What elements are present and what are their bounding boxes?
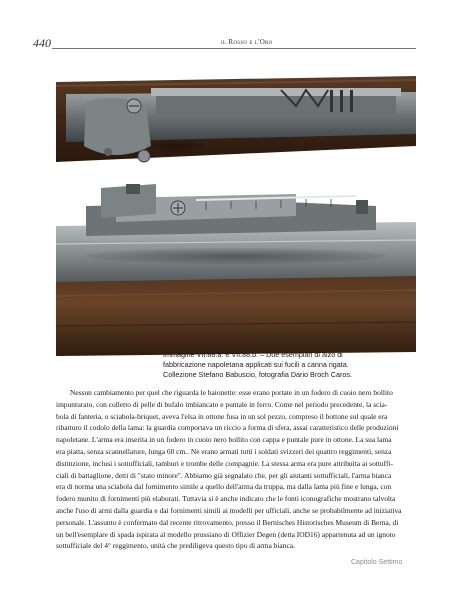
header-rule	[52, 48, 416, 49]
rifle-sights-photo	[56, 76, 416, 366]
caption-line: Immagine VII.88.a. e VII.88.b. – Due esemplari di alzo di	[163, 350, 343, 359]
caption-line: fabbricazione napoletana applicati sui fucili a canna rigata.	[163, 360, 349, 369]
text-line: ciali di battaglione, detti di "stato minore". Abbiamo già segnalato che, per gli aiutanti sottufficiali, l'arma bianca	[56, 470, 392, 480]
chapter-footer: Capitolo Settimo	[351, 559, 403, 566]
running-header	[24, 36, 416, 48]
running-title: il Rosso e l'Oro	[221, 38, 273, 46]
text-line: sottufficiale del 4° reggimento, unità che prediligeva questo tipo di arma bianca.	[56, 541, 295, 551]
text-line: fodero munito di fornimenti più elaborati. Tuttavia si è anche indicato che le fonti iconografiche mostrano talvolta	[56, 494, 396, 504]
rifle-sights-figure	[56, 76, 416, 366]
text-line: era piatta, senza scannellature, lunga 60 cm.. Ne erano armati tutti i soldati svizzeri dei quattro reggimenti, senza	[56, 446, 392, 456]
text-line: bola di fanteria, o sciabola-briquet, aveva l'elsa in ottone fusa in un sol pezzo, compreso il bottone sul quale era	[56, 411, 388, 421]
caption-line: Collezione Stefano Babuscio, fotografia Dario Broch Caros.	[163, 370, 352, 379]
text-line: era di norma una sciabola dal fornimento simile a quello dell'arma da truppa, ma dalla lama più fine e lunga, con	[56, 482, 392, 492]
page-number: 440	[33, 36, 51, 50]
text-line: un bell'esemplare di spada ispirata al modello prussiano di Offizier Degen (detta IOD16) appartenuta ad un ignoto	[56, 529, 396, 539]
text-line: impunturato, con colletto di pelle di bufalo imbiancato e puntale in ferro. Come nel periodo precedente, la scia-	[56, 399, 388, 409]
text-line: ribatturo il codolo della lama: la guardia comportava un riccio a forma di sfera, assai caratteristico delle produzioni	[56, 423, 399, 433]
text-line: anche l'uso di armi dalla guardia e dai fornimenti simili ai modelli per ufficiali, anche se probabilmente ad iniziativa	[56, 505, 402, 515]
text-line: napoletane. L'arma era inserita in un fodero in cuoio nero bollito con cappa e puntale pure in ottone. La sua lama	[56, 435, 392, 445]
body-paragraph	[56, 387, 416, 552]
figure-caption	[163, 350, 418, 380]
text-line: Nessun cambiamento per quel che riguarda le baionette: esse erano portate in un fodero di cuoio nero bollito	[70, 388, 393, 397]
text-line: distinzione, inclusi i sottufficiali, tamburi e trombe delle compagnie. La stessa arma era pure attribuita ai sottuffi-	[56, 458, 393, 468]
text-line: personale. L'assunto è confermato dal recente ritrovamento, presso il Bernisches Historisches Museum di Berna, di	[56, 517, 399, 527]
